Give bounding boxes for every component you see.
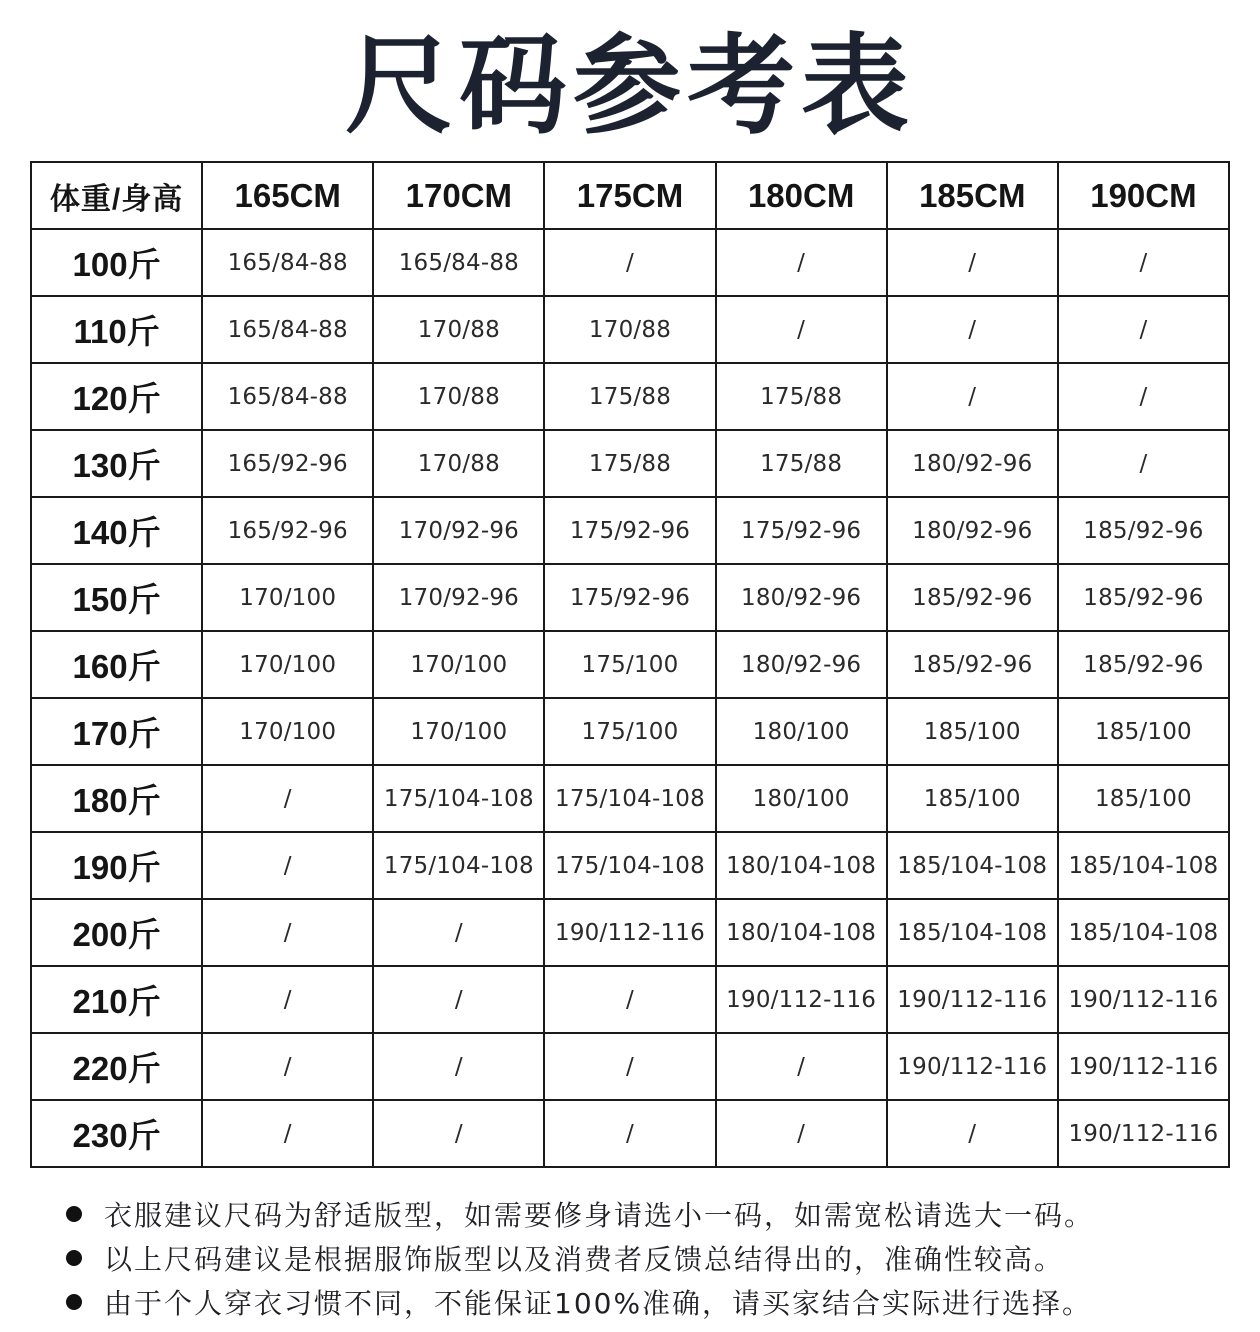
size-cell: 165/84-88	[373, 229, 544, 296]
size-cell: 190/112-116	[716, 966, 887, 1033]
row-header-weight: 170斤	[31, 698, 202, 765]
column-header: 190CM	[1058, 162, 1229, 229]
size-cell: 185/100	[887, 765, 1058, 832]
size-cell: 175/88	[544, 430, 715, 497]
size-cell: 170/88	[373, 296, 544, 363]
note-text: 由于个人穿衣习惯不同，不能保证100%准确，请买家结合实际进行选择。	[104, 1287, 1093, 1320]
row-header-weight: 100斤	[31, 229, 202, 296]
size-cell: 180/104-108	[716, 899, 887, 966]
size-cell: /	[202, 765, 373, 832]
size-cell: 185/100	[1058, 698, 1229, 765]
size-cell: /	[202, 832, 373, 899]
size-cell: 185/100	[887, 698, 1058, 765]
size-cell: 185/92-96	[1058, 564, 1229, 631]
size-cell: 185/92-96	[1058, 497, 1229, 564]
row-header-weight: 110斤	[31, 296, 202, 363]
size-cell: 175/92-96	[544, 497, 715, 564]
size-cell: 170/100	[373, 631, 544, 698]
column-header: 170CM	[373, 162, 544, 229]
table-row	[31, 229, 1229, 296]
size-cell: /	[1058, 363, 1229, 430]
row-header-weight: 160斤	[31, 631, 202, 698]
note-item	[66, 1280, 1236, 1324]
row-header-weight: 190斤	[31, 832, 202, 899]
size-cell: /	[544, 966, 715, 1033]
size-cell: 170/92-96	[373, 497, 544, 564]
size-cell: /	[373, 899, 544, 966]
table-row	[31, 832, 1229, 899]
size-cell: /	[887, 1100, 1058, 1167]
size-cell: 185/100	[1058, 765, 1229, 832]
size-cell: 175/100	[544, 631, 715, 698]
size-cell: /	[1058, 229, 1229, 296]
size-cell: /	[887, 229, 1058, 296]
size-cell: /	[202, 1100, 373, 1167]
size-cell: 185/104-108	[887, 899, 1058, 966]
size-cell: 165/84-88	[202, 296, 373, 363]
size-cell: 170/100	[373, 698, 544, 765]
note-text: 衣服建议尺码为舒适版型，如需要修身请选小一码，如需宽松请选大一码。	[104, 1199, 1095, 1232]
size-cell: 185/92-96	[887, 631, 1058, 698]
note-item	[66, 1236, 1236, 1280]
size-cell: /	[1058, 430, 1229, 497]
column-header: 185CM	[887, 162, 1058, 229]
size-cell: 175/104-108	[544, 765, 715, 832]
notes-list	[66, 1192, 1236, 1324]
size-cell: 180/92-96	[887, 430, 1058, 497]
note-text: 以上尺码建议是根据服饰版型以及消费者反馈总结得出的，准确性较高。	[104, 1243, 1065, 1276]
size-cell: 190/112-116	[544, 899, 715, 966]
size-cell: 180/104-108	[716, 832, 887, 899]
size-cell: 175/104-108	[373, 832, 544, 899]
size-cell: 190/112-116	[1058, 1100, 1229, 1167]
size-cell: /	[544, 1033, 715, 1100]
size-cell: 180/92-96	[716, 631, 887, 698]
size-cell: 170/88	[544, 296, 715, 363]
size-cell: /	[1058, 296, 1229, 363]
size-cell: 185/104-108	[1058, 899, 1229, 966]
size-cell: 175/92-96	[544, 564, 715, 631]
size-cell: /	[716, 1033, 887, 1100]
size-cell: 165/84-88	[202, 229, 373, 296]
row-header-weight: 200斤	[31, 899, 202, 966]
table-row	[31, 631, 1229, 698]
size-cell: 190/112-116	[1058, 1033, 1229, 1100]
size-cell: 180/100	[716, 698, 887, 765]
column-header: 165CM	[202, 162, 373, 229]
size-cell: 165/92-96	[202, 497, 373, 564]
size-cell: 175/88	[544, 363, 715, 430]
table-row	[31, 765, 1229, 832]
size-cell: 170/88	[373, 430, 544, 497]
size-cell: 185/92-96	[1058, 631, 1229, 698]
size-cell: 165/92-96	[202, 430, 373, 497]
table-row	[31, 899, 1229, 966]
size-cell: 175/88	[716, 363, 887, 430]
table-row	[31, 1033, 1229, 1100]
size-cell: /	[716, 1100, 887, 1167]
row-header-weight: 220斤	[31, 1033, 202, 1100]
size-cell: 185/104-108	[887, 832, 1058, 899]
bullet-icon	[66, 1206, 82, 1222]
table-header-row	[31, 162, 1229, 229]
table-row	[31, 966, 1229, 1033]
column-header: 180CM	[716, 162, 887, 229]
size-cell: 180/100	[716, 765, 887, 832]
table-row	[31, 497, 1229, 564]
size-cell: 175/92-96	[716, 497, 887, 564]
size-cell: 185/104-108	[1058, 832, 1229, 899]
size-cell: /	[202, 966, 373, 1033]
size-cell: 190/112-116	[1058, 966, 1229, 1033]
row-header-weight: 120斤	[31, 363, 202, 430]
size-cell: 170/88	[373, 363, 544, 430]
size-cell: 165/84-88	[202, 363, 373, 430]
table-row	[31, 698, 1229, 765]
size-cell: /	[373, 966, 544, 1033]
size-cell: 170/92-96	[373, 564, 544, 631]
size-cell: 190/112-116	[887, 966, 1058, 1033]
size-cell: 170/100	[202, 631, 373, 698]
table-row	[31, 363, 1229, 430]
size-cell: 175/104-108	[373, 765, 544, 832]
size-cell: /	[544, 229, 715, 296]
row-header-weight: 180斤	[31, 765, 202, 832]
row-header-weight: 130斤	[31, 430, 202, 497]
table-row	[31, 564, 1229, 631]
table-row	[31, 296, 1229, 363]
size-cell: 170/100	[202, 698, 373, 765]
size-table	[30, 161, 1230, 1168]
row-header-weight: 150斤	[31, 564, 202, 631]
bullet-icon	[66, 1294, 82, 1310]
size-cell: 190/112-116	[887, 1033, 1058, 1100]
table-row	[31, 430, 1229, 497]
size-cell: /	[887, 296, 1058, 363]
table-row	[31, 1100, 1229, 1167]
size-cell: /	[716, 229, 887, 296]
size-cell: /	[544, 1100, 715, 1167]
size-cell: /	[202, 899, 373, 966]
size-cell: 180/92-96	[887, 497, 1058, 564]
size-cell: /	[716, 296, 887, 363]
size-cell: /	[202, 1033, 373, 1100]
size-cell: 175/104-108	[544, 832, 715, 899]
size-cell: 170/100	[202, 564, 373, 631]
size-cell: 175/88	[716, 430, 887, 497]
row-header-weight: 140斤	[31, 497, 202, 564]
page-title: 尺码参考表	[344, 24, 915, 149]
note-item	[66, 1192, 1236, 1236]
table-body	[31, 229, 1229, 1167]
column-header: 175CM	[544, 162, 715, 229]
size-cell: /	[373, 1100, 544, 1167]
size-cell: 180/92-96	[716, 564, 887, 631]
size-cell: 175/100	[544, 698, 715, 765]
row-header-weight: 230斤	[31, 1100, 202, 1167]
row-header-weight: 210斤	[31, 966, 202, 1033]
size-cell: /	[887, 363, 1058, 430]
corner-header: 体重/身高	[31, 162, 202, 229]
size-cell: 185/92-96	[887, 564, 1058, 631]
size-cell: /	[373, 1033, 544, 1100]
bullet-icon	[66, 1250, 82, 1266]
